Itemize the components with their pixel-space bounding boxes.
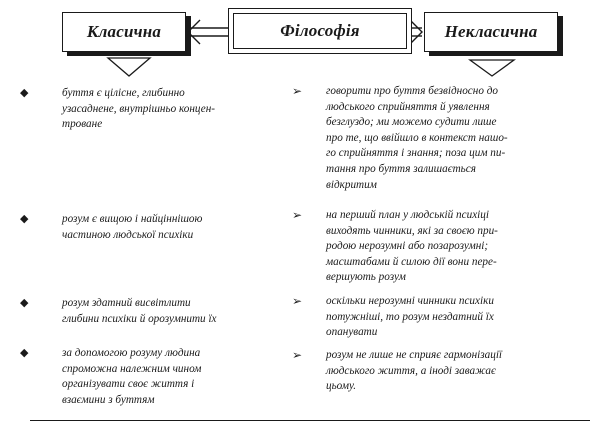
nonclassical-title: Некласична (444, 22, 538, 41)
classical-item-2 (18, 212, 286, 243)
classical-header-box (62, 12, 186, 52)
left-arrow (188, 20, 228, 44)
nonclassical-header-box (424, 12, 558, 52)
classical-item-text: розум здатний висвітлити глибини психіки й орозумнити їх (62, 297, 217, 325)
nonclassical-item-text: говорити про буття безвідносно до людського сприйняття й уявлення безглуздо; ми можемо судити лише про те, що ввійшло в контекст нашо- го сприйняття і знання; поза цим пи- тання про буття залишається відкритим (326, 85, 508, 191)
nonclassical-item-2 (292, 208, 590, 286)
diamond-bullet-icon: ◆ (20, 297, 29, 309)
nonclassical-item-3 (292, 294, 590, 341)
arrowhead-bullet-icon: ➢ (292, 294, 303, 308)
nonclassical-item-4 (292, 348, 590, 395)
classical-title: Класична (86, 22, 162, 41)
classical-item-4 (18, 346, 286, 408)
nonclassical-item-text: оскільки нерозумні чинники психіки потужніші, то розум нездатний їх опанувати (326, 295, 494, 339)
diamond-bullet-icon: ◆ (20, 87, 29, 99)
classical-item-text: розум є вищою і найціннішою частиною людської психіки (62, 213, 203, 241)
nonclassical-item-1 (292, 84, 590, 193)
bottom-divider (30, 420, 590, 421)
arrowhead-bullet-icon: ➢ (292, 348, 303, 362)
diamond-bullet-icon: ◆ (20, 347, 29, 359)
right-down-pointer (470, 60, 514, 76)
philosophy-header-box (228, 8, 412, 54)
classical-item-text: буття є цілісне, глибинно узасаднене, внутрішньо концен- троване (62, 87, 216, 131)
classical-item-1 (18, 86, 286, 133)
nonclassical-item-text: на перший план у людській психіці виходять чинники, які за своєю при- родою нерозумні або позарозумні; масштабами й силою дії вони пере- вершують розум (326, 209, 498, 284)
diamond-bullet-icon: ◆ (20, 213, 29, 225)
nonclassical-item-text: розум не лише не сприяє гармонізації людського життя, а іноді заважає цьому. (326, 349, 503, 393)
classical-item-3 (18, 296, 286, 327)
classical-item-text: за допомогою розуму людина спроможна належним чином організувати своє життя і взаємини з буттям (62, 347, 202, 406)
philosophy-header-inner (233, 13, 407, 49)
arrowhead-bullet-icon: ➢ (292, 208, 303, 222)
philosophy-title: Філософія (280, 21, 360, 40)
arrowhead-bullet-icon: ➢ (292, 84, 303, 98)
left-down-pointer (108, 58, 150, 76)
